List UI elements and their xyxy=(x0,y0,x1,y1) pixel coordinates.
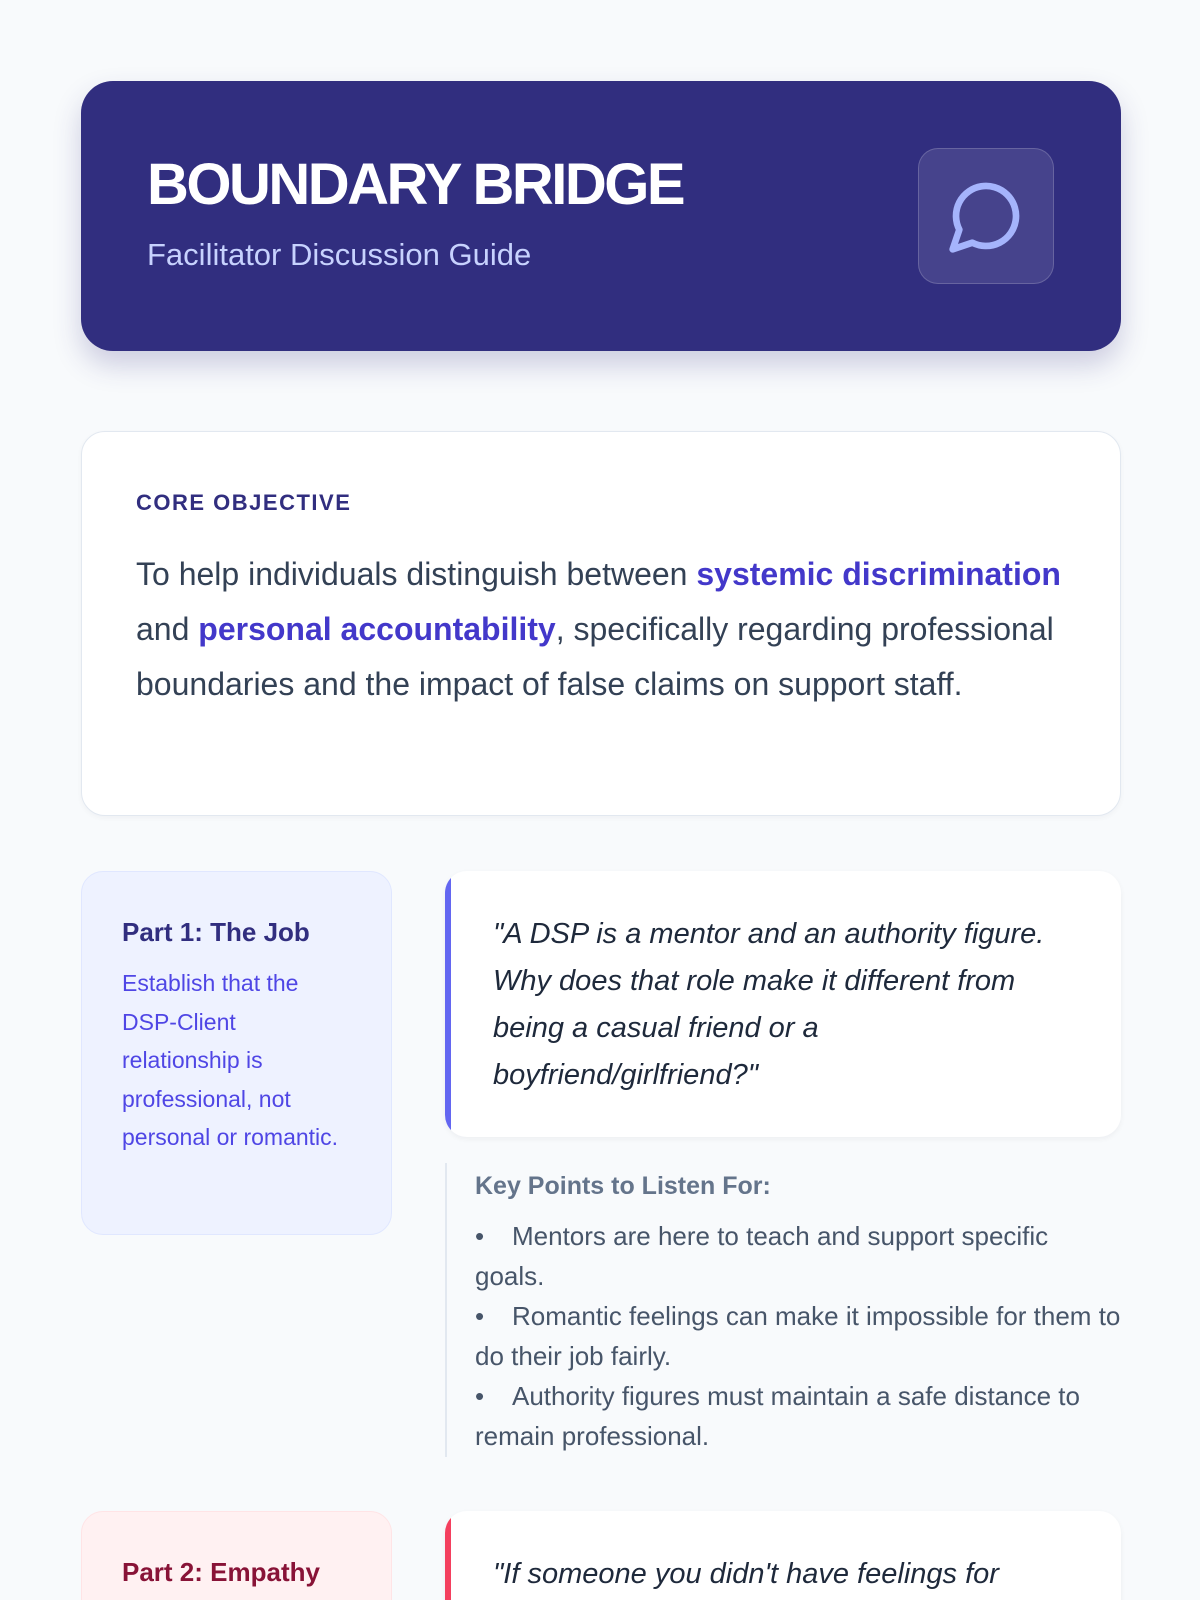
part-1-description: Establish that the DSP-Client relationship is professional, not personal or romantic. xyxy=(122,970,339,1150)
part-1-question-card xyxy=(445,871,1121,1137)
objective-highlight-personal-accountability: personal accountability xyxy=(198,611,556,647)
key-point-item xyxy=(475,1376,1121,1456)
objective-text-part: and xyxy=(136,611,199,647)
part-1-title: Part 1: The Job xyxy=(122,917,310,947)
key-point-text: Romantic feelings can make it impossible for them to do their job fairly. xyxy=(475,1301,1121,1371)
part-1-summary xyxy=(81,871,392,1235)
part-2-question: "If someone you didn't have feelings for xyxy=(493,1558,999,1590)
objective-text xyxy=(136,547,1076,712)
objective-text-part: , specifically regarding professional boundaries and the impact of false claims on support staff. xyxy=(136,611,1054,702)
part-2-summary xyxy=(81,1511,392,1600)
key-point-text: Mentors are here to teach and support specific goals. xyxy=(475,1221,1049,1291)
key-points-title: Key Points to Listen For: xyxy=(475,1172,771,1200)
page-subtitle: Facilitator Discussion Guide xyxy=(147,237,532,272)
key-points-list xyxy=(475,1216,1121,1456)
part-1-question: "A DSP is a mentor and an authority figure. Why does that role make it different from being a casual friend or a boyfriend/girlfriend?" xyxy=(493,918,1045,1091)
bullet-icon: • xyxy=(475,1221,485,1251)
bullet-icon: • xyxy=(475,1381,485,1411)
objective-label: CORE OBJECTIVE xyxy=(136,490,352,515)
objective-text-part: To help individuals distinguish between xyxy=(136,556,697,592)
part-1-key-points xyxy=(445,1163,1121,1457)
part-2-question-card xyxy=(445,1511,1121,1600)
key-point-item xyxy=(475,1296,1121,1376)
bullet-icon: • xyxy=(475,1301,485,1331)
page-title: BOUNDARY BRIDGE xyxy=(147,152,684,217)
key-point-item xyxy=(475,1216,1121,1296)
core-objective-card xyxy=(81,431,1121,816)
objective-highlight-systemic-discrimination: systemic discrimination xyxy=(696,556,1061,592)
part-2-title: Part 2: Empathy xyxy=(122,1557,320,1587)
header-banner xyxy=(81,81,1121,351)
chat-bubble-icon xyxy=(918,148,1054,284)
key-point-text: Authority figures must maintain a safe distance to remain professional. xyxy=(475,1381,1080,1451)
